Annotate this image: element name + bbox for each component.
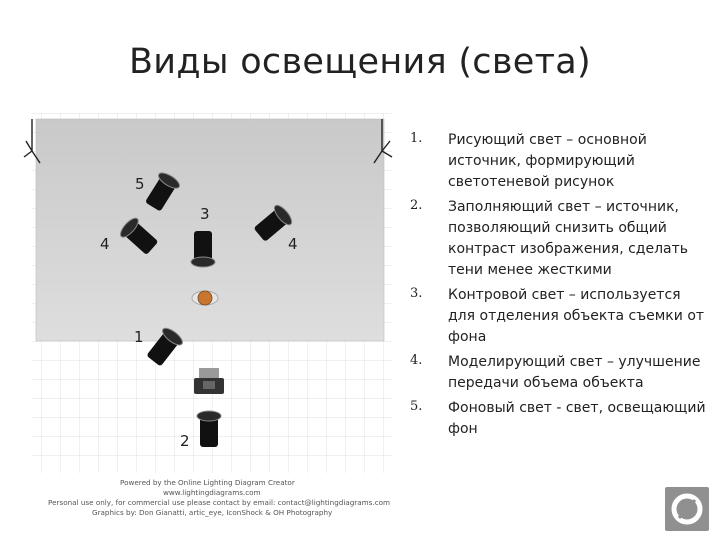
light-2-fill bbox=[197, 411, 221, 447]
light-label: 2 bbox=[180, 432, 190, 450]
light-label: 3 bbox=[200, 205, 210, 223]
list-item bbox=[410, 352, 710, 394]
lighting-types-list bbox=[410, 130, 710, 444]
light-label: 5 bbox=[135, 175, 145, 193]
list-item-text: Фоновый свет - свет, освещающий фон bbox=[448, 400, 706, 437]
light-label: 4 bbox=[100, 235, 110, 253]
list-item-text: Заполняющий свет – источник, позволяющий снизить общий контраст изображения, сделать тени менее жесткими bbox=[448, 199, 689, 278]
list-item-number: 5. bbox=[410, 399, 423, 414]
list-item-number: 2. bbox=[410, 198, 423, 213]
list-item-text: Рисующий свет – основной источник, формирующий светотеневой рисунок bbox=[448, 132, 647, 190]
list-item-text: Контровой свет – используется для отделения объекта съемки от фона bbox=[448, 287, 705, 345]
credit-line: Graphics by: Don Gianatti, artic_eye, IconShock & OH Photography bbox=[92, 508, 333, 517]
list-item bbox=[410, 130, 710, 193]
list-item bbox=[410, 197, 710, 281]
subject bbox=[192, 291, 218, 305]
diagram-credits bbox=[48, 478, 391, 518]
slide-title: Виды освещения (света) bbox=[129, 42, 591, 82]
light-label: 1 bbox=[134, 328, 144, 346]
list-item-number: 4. bbox=[410, 353, 423, 368]
credit-line: Personal use only, for commercial use please contact by email: contact@lightingdiagrams.com bbox=[48, 498, 391, 507]
list-item bbox=[410, 398, 710, 440]
presentation-logo-icon bbox=[665, 487, 709, 531]
list-item-text: Моделирующий свет – улучшение передачи объема объекта bbox=[448, 354, 701, 391]
credit-line: www.lightingdiagrams.com bbox=[163, 488, 261, 497]
light-label: 4 bbox=[288, 235, 298, 253]
credit-line: Powered by the Online Lighting Diagram Creator bbox=[120, 478, 295, 487]
light-3-back bbox=[191, 231, 215, 267]
backdrop bbox=[36, 119, 384, 341]
list-item-number: 3. bbox=[410, 286, 423, 301]
list-item bbox=[410, 285, 710, 348]
lighting-diagram bbox=[22, 113, 412, 523]
list-item-number: 1. bbox=[410, 131, 423, 146]
